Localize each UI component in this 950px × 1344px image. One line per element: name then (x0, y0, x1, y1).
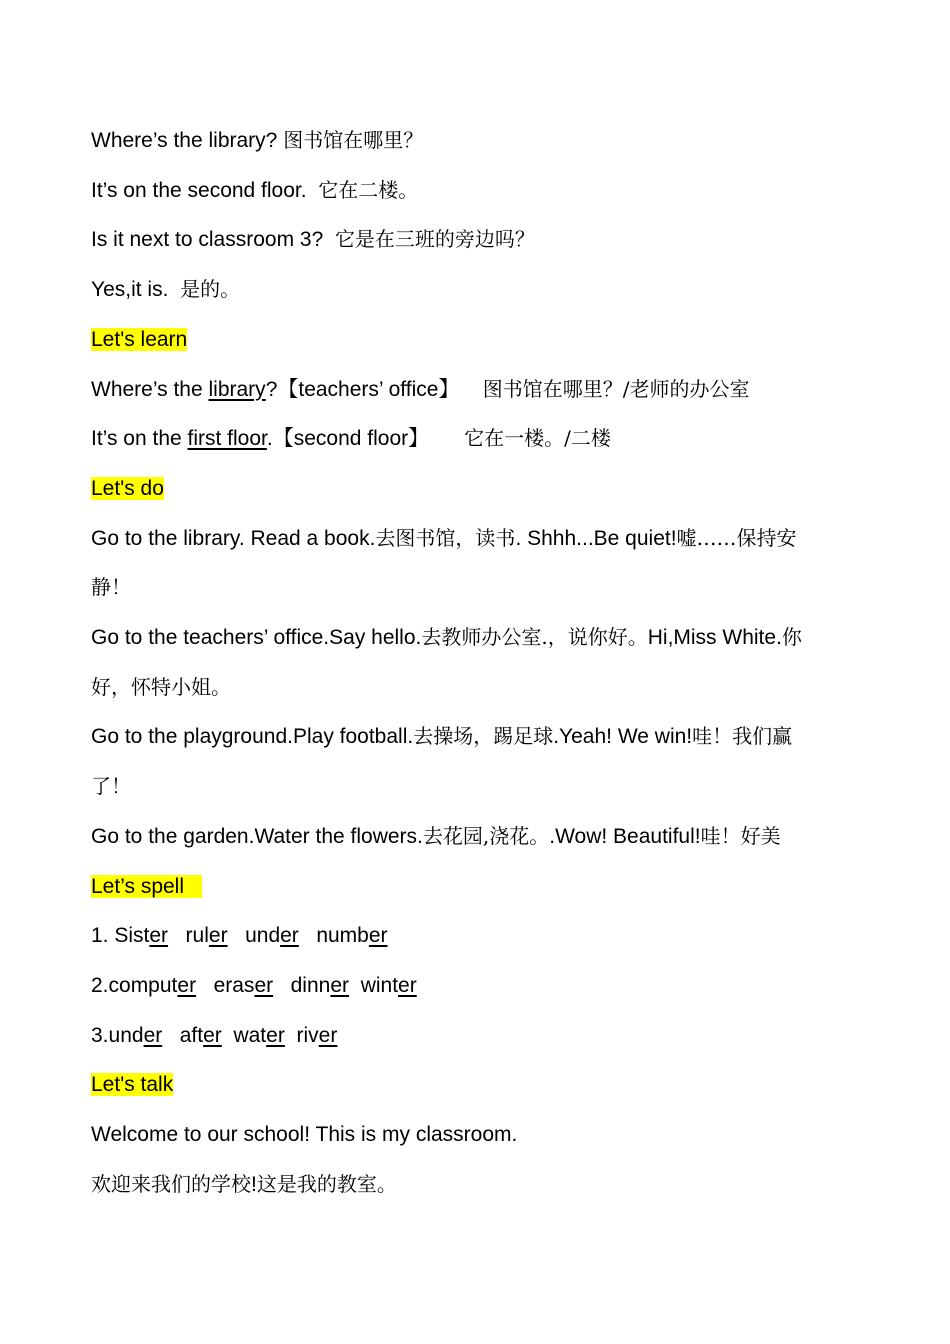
document-page (91, 116, 866, 1209)
english-text: Is it next to classroom 3? (91, 228, 335, 252)
word-stem: 2.comput (91, 973, 178, 997)
er-suffix: er (149, 924, 169, 948)
chinese-text: 你 (781, 625, 802, 650)
word-stem: wat (221, 1023, 267, 1047)
talk-line-1 (91, 1110, 866, 1160)
do-line-1 (91, 514, 866, 564)
dialogue-line-3 (91, 215, 866, 265)
word-stem: und (227, 924, 281, 948)
learn-line-2 (91, 414, 866, 464)
english-text: Where’s the library? (91, 129, 284, 152)
do-line-4 (91, 812, 866, 862)
heading-text: Let's talk (91, 1073, 174, 1097)
learn-line-1 (91, 365, 866, 415)
chinese-text: 去教师办公室.，说你好。 (421, 625, 648, 650)
section-heading-do (91, 464, 866, 514)
do-line-2 (91, 613, 866, 663)
english-text: Go to the playground.Play football. (91, 725, 414, 749)
punctuation: ! (251, 1172, 257, 1196)
dialogue-line-2 (91, 166, 866, 216)
chinese-text: 静！ (91, 575, 131, 600)
heading-text: Let's learn (91, 327, 188, 351)
english-text: Hi,Miss White. (647, 626, 782, 650)
word-stem: dinn (273, 973, 331, 997)
english-text: It’s on the (91, 427, 188, 451)
word-stem: aft (162, 1023, 204, 1047)
dialogue-line-4 (91, 265, 866, 315)
er-suffix: er (318, 1023, 338, 1047)
english-text: .Wow! Beautiful! (549, 824, 701, 848)
chinese-text: 图书馆在哪里？/老师的办公室 (482, 376, 750, 401)
spell-line-3 (91, 1011, 866, 1061)
chinese-text: 好，怀特小姐。 (91, 674, 231, 699)
chinese-text: 图书馆在哪里？ (283, 128, 424, 152)
chinese-text: 它在二楼。 (318, 177, 419, 202)
chinese-text: 嘘……保持安 (676, 525, 797, 550)
chinese-text: 哇！我们赢 (692, 724, 793, 749)
english-text: .Yeah! We win! (553, 725, 693, 749)
er-suffix: er (254, 973, 274, 997)
heading-text: Let’s spell (91, 874, 202, 898)
word-stem: numb (298, 924, 369, 948)
chinese-text: 它在一楼。/二楼 (464, 426, 611, 451)
heading-text: Let's do (91, 476, 164, 500)
word-stem: riv (284, 1023, 319, 1047)
do-line-1-cont (91, 563, 866, 613)
underlined-word: first floor (187, 427, 267, 451)
word-stem: rul (168, 924, 209, 948)
section-heading-talk (91, 1060, 866, 1110)
do-line-3-cont (91, 762, 866, 812)
english-text: Welcome to our school! This is my classroom. (91, 1123, 518, 1147)
word-stem: wint (349, 973, 399, 997)
er-suffix: er (330, 973, 350, 997)
chinese-text: 去操场，踢足球 (413, 724, 554, 749)
er-suffix: er (280, 924, 299, 948)
english-text: .【second floor】 (266, 427, 465, 451)
chinese-text: 哇！好美 (700, 823, 781, 848)
word-stem: 3.und (91, 1023, 144, 1047)
er-suffix: er (266, 1023, 285, 1047)
chinese-text: 欢迎来我们的学校 (91, 1171, 251, 1196)
do-line-3 (91, 712, 866, 762)
english-text: ?【teachers’ office】 (265, 377, 483, 401)
chinese-text: 了！ (91, 774, 131, 799)
english-text: Go to the library. Read a book. (91, 526, 376, 550)
word-stem: 1. Sist (91, 924, 150, 948)
er-suffix: er (368, 924, 388, 948)
talk-line-2 (91, 1160, 866, 1210)
underlined-word: library (208, 377, 266, 401)
chinese-text: 是的。 (180, 277, 241, 302)
do-line-2-cont (91, 663, 866, 713)
word-stem: eras (196, 973, 255, 997)
er-suffix: er (143, 1023, 163, 1047)
er-suffix: er (203, 1023, 222, 1047)
chinese-text: 去图书馆，读书 (375, 525, 516, 550)
er-suffix: er (177, 973, 197, 997)
english-text: Go to the garden.Water the flowers. (91, 824, 423, 848)
dialogue-line-1 (91, 116, 866, 166)
spell-line-2 (91, 961, 866, 1011)
er-suffix: er (398, 973, 417, 997)
spell-line-1 (91, 911, 866, 961)
chinese-text: 这是我的教室。 (256, 1171, 397, 1196)
chinese-text: 去花园,浇花。 (422, 823, 550, 848)
section-heading-learn (91, 315, 866, 365)
english-text: Where’s the (91, 377, 209, 401)
section-heading-spell (91, 862, 866, 912)
english-text: Go to the teachers’ office.Say hello. (91, 626, 422, 650)
er-suffix: er (208, 924, 228, 948)
english-text: It’s on the second floor. (91, 178, 319, 202)
english-text: Yes,it is. (91, 278, 181, 302)
english-text: . Shhh...Be quiet! (515, 526, 677, 550)
chinese-text: 它是在三班的旁边吗？ (334, 227, 535, 252)
